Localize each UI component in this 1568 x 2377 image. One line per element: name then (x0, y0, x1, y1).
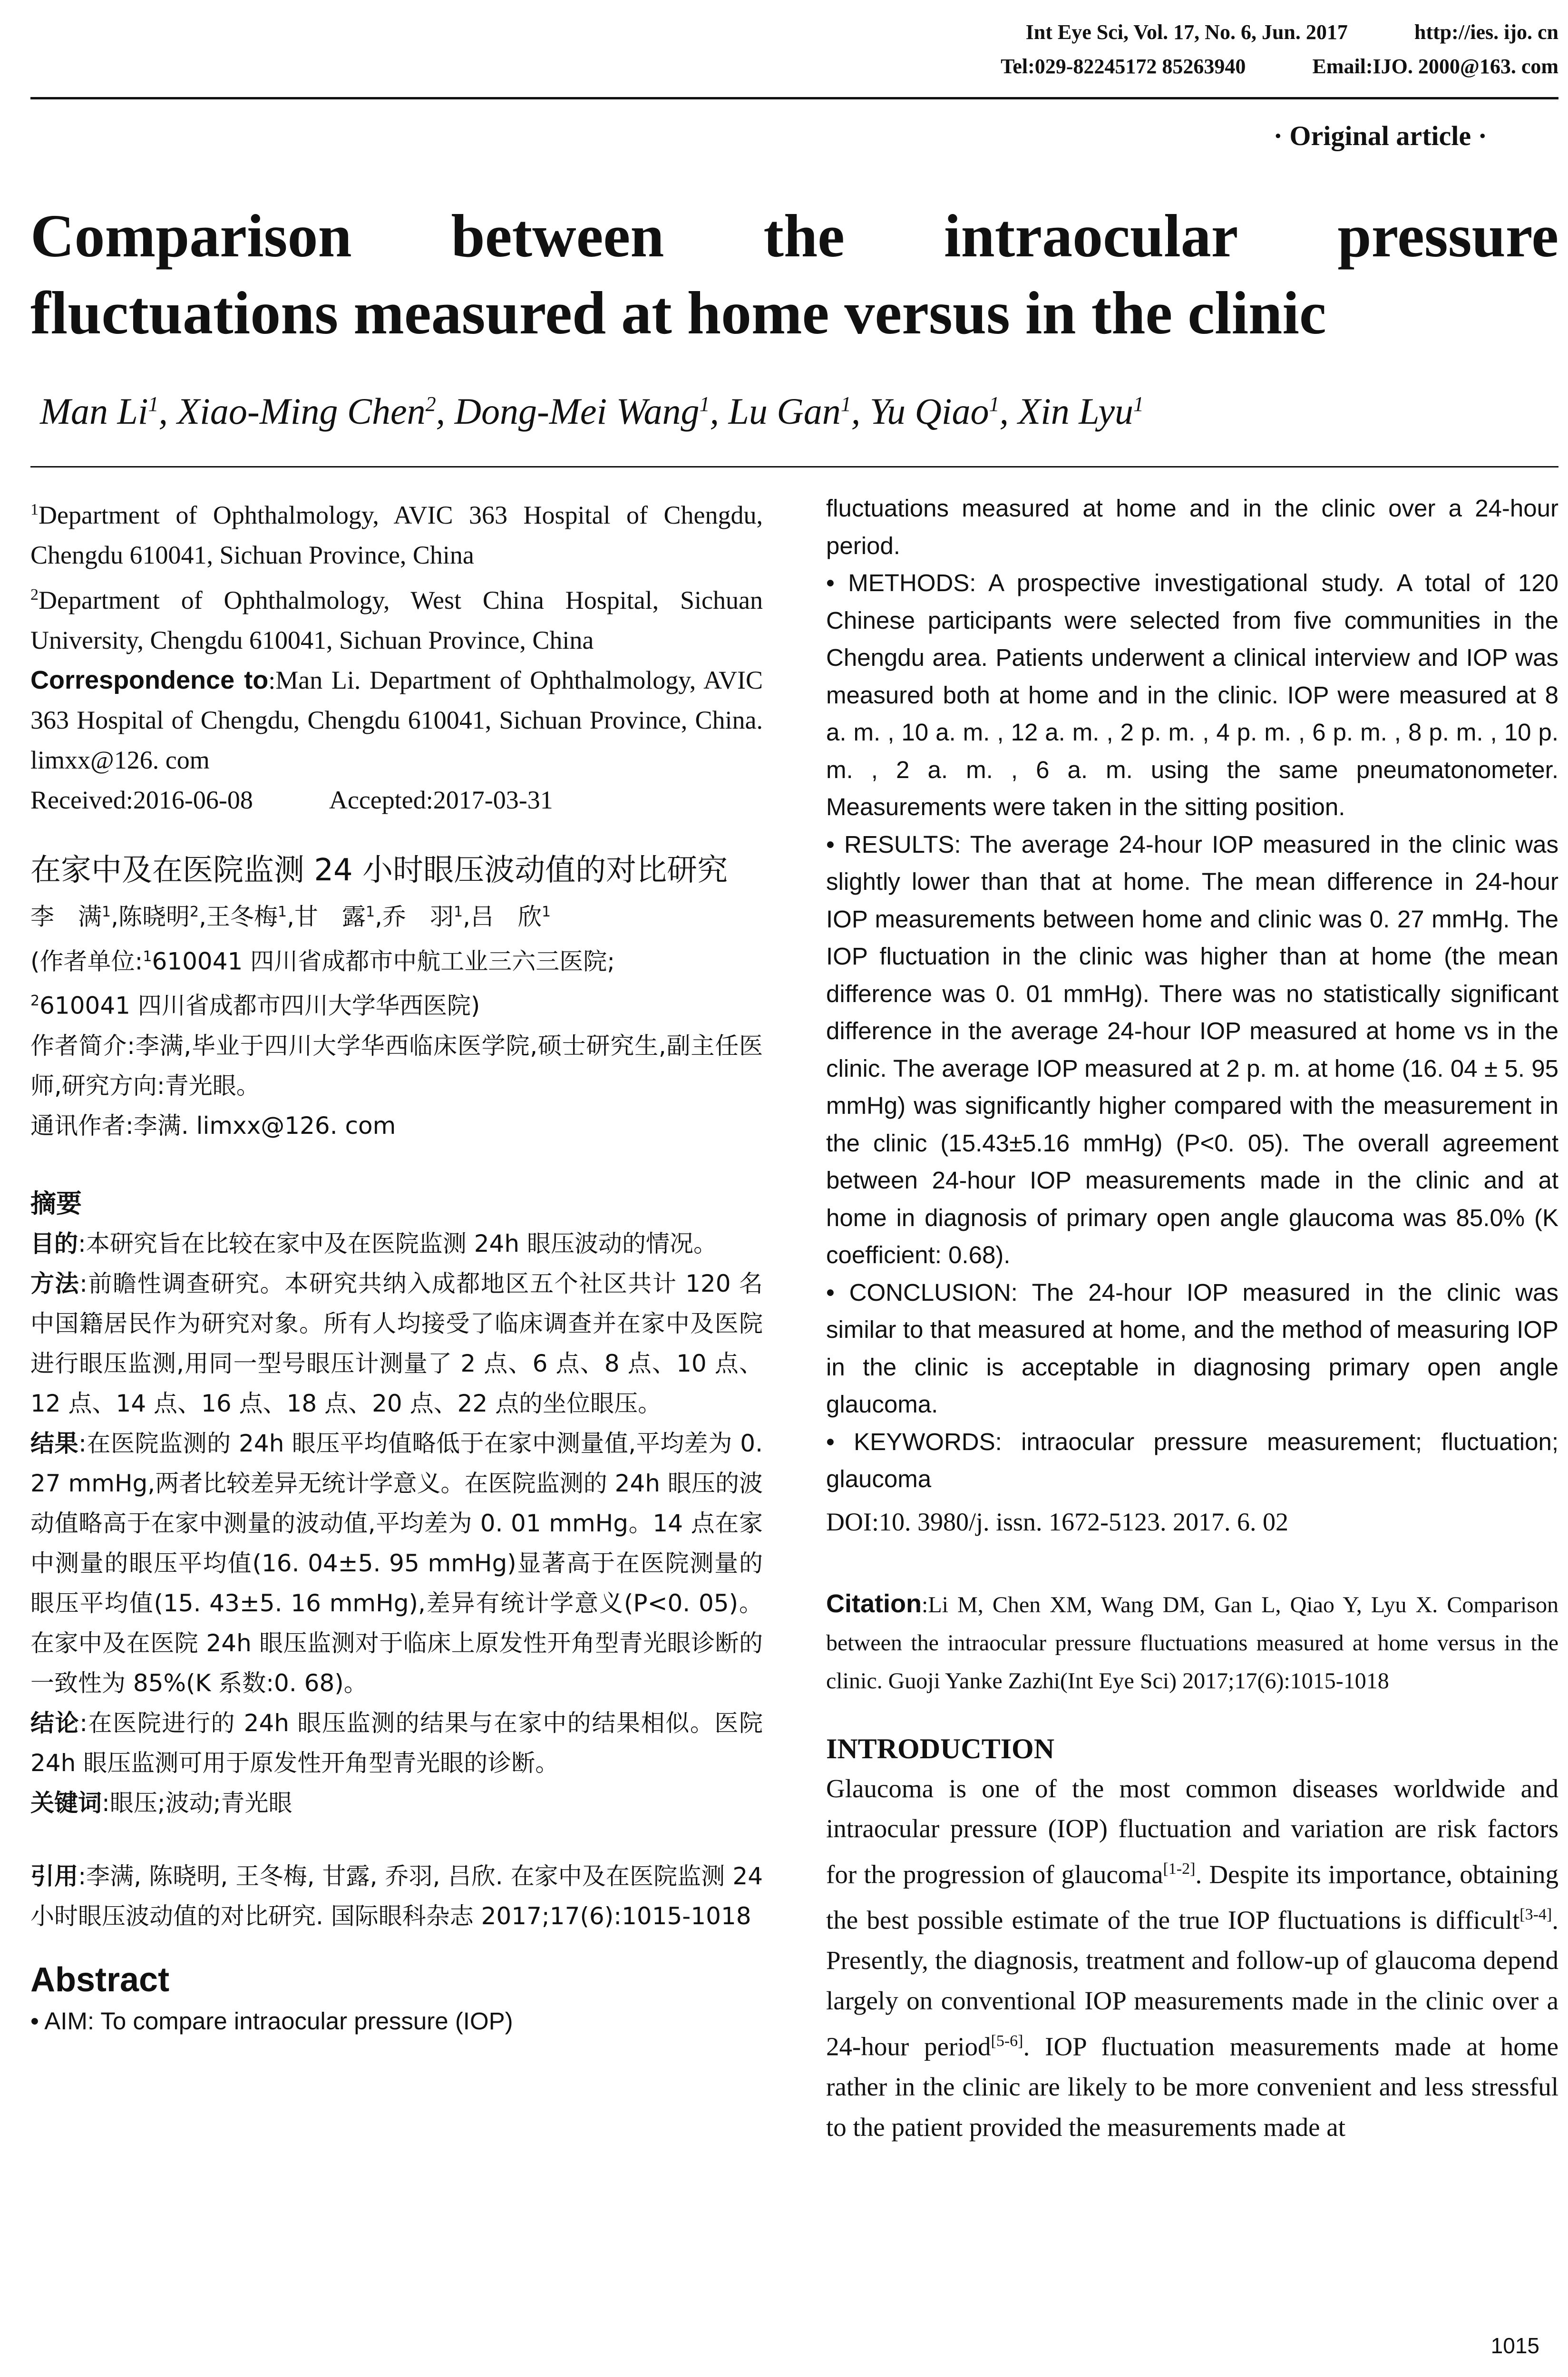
citation: Citation:Li M, Chen XM, Wang DM, Gan L, Qiao Y, Lyu X. Comparison between the intraocular pressure fluctuations measured at home versus in the clinic. Guoji Yanke Zazhi(Int Eye Sci) 2017;17(6):1015-1018 (826, 1589, 1558, 1694)
cn-author-affiliation-mark: 1 (278, 904, 287, 920)
title-word: pressure (1337, 202, 1558, 270)
cn-abstract-heading: 摘要 (30, 1188, 82, 1218)
author-list: Man Li$^1$, Xiao-Ming Chen$^2$, Dong-Mei Wang$^1$, Lu Gan$^1$, Yu Qiao$^1$, Xin Lyu$^1$ (40, 390, 1144, 432)
cn-author-list: 李 满$^1$,陈晓明$^2$,王冬梅$^1$,甘 露$^1$,乔 羽$^1$,吕 欣$^1$ (30, 903, 551, 931)
cn-title: 在家中及在医院监测 24 小时眼压波动值的对比研究 (30, 853, 728, 888)
journal-email[interactable]: Email:IJO. 2000@163. com (1312, 55, 1558, 78)
cn-author-name: 甘 露 (294, 903, 366, 931)
cn-author-affiliation-mark: 2 (190, 904, 199, 920)
title-line-2: fluctuations measured at home versus in the clinic (30, 279, 1326, 347)
article-title (30, 197, 1558, 351)
abstract-keywords: • KEYWORDS: intraocular pressure measurement; fluctuation; glaucoma (826, 1428, 1558, 1492)
abstract-results: • RESULTS: The average 24-hour IOP measured in the clinic was slightly lower than that at home. The mean difference in 24-hour IOP measurements between home and clinic was 0. 27 mmHg. The IOP fluctuation in the clinic was higher than at home (the mean difference was 0. 01 mmHg). There was no statistically significant difference in the average 24-hour IOP measured at home vs in the clinic. The average IOP measured at 2 p. m. at home (16. 04 ± 5. 95 mmHg) was significantly higher compared with the measurement in the clinic (15.43±5.16 mmHg) (P<0. 05). The overall agreement between 24-hour IOP measurements made in the clinic and at home in diagnosis of primary open angle glaucoma was 85.0% (K coefficient: 0.68). (826, 830, 1559, 1268)
cn-author-affiliation-mark: 1 (454, 904, 463, 920)
cn-keywords: 关键词:眼压;波动;青光眼 (30, 1789, 292, 1817)
dates (30, 780, 763, 820)
author-name: Man Li (40, 390, 148, 432)
abstract-conclusion: • CONCLUSION: The 24-hour IOP measured in the clinic was similar to that measured at home, and the method of measuring IOP in the clinic is acceptable in diagnosing primary open angle glaucoma. (826, 1278, 1558, 1418)
affiliation-2: $^2$Department of Ophthalmology, West China Hospital, Sichuan University, Chengdu 610041, Sichuan Province, China (30, 586, 763, 654)
abstract-aim-end: fluctuations measured at home and in the clinic over a 24-hour period. (826, 495, 1558, 559)
cn-author-name: 吕 欣 (470, 903, 542, 931)
affiliation-1: $^1$Department of Ophthalmology, AVIC 363 Hospital of Chengdu, Chengdu 610041, Sichuan Province, China (30, 501, 763, 569)
running-header (750, 15, 1558, 84)
right-column (826, 490, 1558, 2148)
author-affiliation-mark: 2 (425, 392, 436, 416)
author-affiliation-mark: 1 (840, 392, 851, 416)
correspondence: Correspondence to:Man Li. Department of Ophthalmology, AVIC 363 Hospital of Chengdu, Chengdu 610041, Sichuan Province, China. limxx@126. com (30, 666, 763, 774)
author-name: Lu Gan (728, 390, 841, 432)
introduction-text: Glaucoma is one of the most common diseases worldwide and intraocular pressure (IOP) fluctuation and variation are risk factors for the progression of glaucoma[1-2]. Despite its importance, obtaining the best possible estimate of the true IOP fluctuations is difficult[3-4]. Presently, the diagnosis, treatment and follow-up of glaucoma depend largely on conventional IOP measurements made in the clinic over a 24-hour period[5-6]. IOP fluctuation measurements made at home rather in the clinic are likely to be more convenient and less stressful to the patient provided the measurements made at (826, 1773, 1558, 2142)
abstract-aim-start: • AIM: To compare intraocular pressure (IOP) (30, 2007, 513, 2035)
abstract-heading: Abstract (30, 1960, 170, 1999)
cn-author-name: 王冬梅 (206, 903, 278, 931)
author-affiliation-mark: 1 (1133, 392, 1144, 416)
cn-correspondence: 通讯作者:李满. limxx@126. com (30, 1111, 396, 1140)
page-number: 1015 (1490, 2333, 1539, 2358)
title-line-1 (30, 197, 1558, 274)
author-divider (30, 466, 1558, 468)
journal-citation: Int Eye Sci, Vol. 17, No. 6, Jun. 2017 (1025, 20, 1348, 44)
received-date: Received:2016-06-08 (30, 786, 253, 814)
title-word: the (763, 202, 845, 270)
cn-cite: 引用:李满, 陈晓明, 王冬梅, 甘露, 乔羽, 吕欣. 在家中及在医院监测 24 小时眼压波动值的对比研究. 国际眼科杂志 2017;17(6):1015-1018 (30, 1862, 763, 1930)
cn-author-bio: 作者简介:李满,毕业于四川大学华西临床医学院,硕士研究生,副主任医师,研究方向:青光眼。 (30, 1032, 763, 1100)
author-name: Yu Qiao (869, 390, 989, 432)
header-divider (30, 97, 1558, 99)
author-affiliation-mark: 1 (148, 392, 159, 416)
cn-author-name: 陈晓明 (118, 903, 190, 931)
cn-author-affiliation-mark: 1 (542, 904, 551, 920)
introduction-heading: INTRODUCTION (826, 1733, 1055, 1764)
abstract-methods: • METHODS: A prospective investigational study. A total of 120 Chinese participants were selected from five communities in the Chengdu area. Patients underwent a clinical interview and IOP was measured both at home and in the clinic. IOP were measured at 8 a. m. , 10 a. m. , 12 a. m. , 2 p. m. , 4 p. m. , 6 p. m. , 8 p. m. , 10 p. m. , 2 a. m. , 6 a. m. using the same pneumatonometer. Measurements were taken in the sitting position. (826, 569, 1559, 820)
title-word: intraocular (944, 202, 1238, 270)
journal-tel: Tel:029-82245172 85263940 (1001, 55, 1246, 78)
cn-author-name: 乔 羽 (382, 903, 454, 931)
title-word: Comparison (30, 202, 352, 270)
author-affiliation-mark: 1 (699, 392, 710, 416)
cn-author-name: 李 满 (30, 903, 102, 931)
cn-author-affiliation-mark: 1 (102, 904, 111, 920)
title-word: between (451, 202, 664, 270)
journal-website[interactable]: http://ies. ijo. cn (1414, 20, 1558, 44)
cn-aim: 目的:本研究旨在比较在家中及在医院监测 24h 眼压波动的情况。 (30, 1229, 717, 1257)
cn-methods: 方法:前瞻性调查研究。本研究共纳入成都地区五个社区共计 120 名中国籍居民作为研究对象。所有人均接受了临床调查并在家中及医院进行眼压监测,用同一型号眼压计测量了 2 点、6 点、8 点、10 点、12 点、14 点、16 点、18 点、20 点、22 点的坐位眼压。 (30, 1269, 763, 1417)
cn-author-affiliation-mark: 1 (366, 904, 375, 920)
author-name: Xin Lyu (1018, 390, 1133, 432)
doi[interactable]: DOI:10. 3980/j. issn. 1672-5123. 2017. 6. 02 (826, 1507, 1288, 1536)
cn-affiliation: (作者单位:$^1$610041 四川省成都市中航工业三六三医院; $^2$610041 四川省成都市四川大学华西医院) (30, 947, 615, 1020)
author-name: Dong-Mei Wang (454, 390, 700, 432)
author-affiliation-mark: 1 (989, 392, 1000, 416)
accepted-date: Accepted:2017-03-31 (329, 786, 553, 814)
author-name: Xiao-Ming Chen (177, 390, 426, 432)
article-type: · Original article · (1273, 120, 1487, 151)
cn-conclusion: 结论:在医院进行的 24h 眼压监测的结果与在家中的结果相似。医院 24h 眼压监测可用于原发性开角型青光眼的诊断。 (30, 1709, 763, 1777)
left-column (30, 490, 763, 2040)
cn-results: 结果:在医院监测的 24h 眼压平均值略低于在家中测量值,平均差为 0. 27 mmHg,两者比较差异无统计学意义。在医院监测的 24h 眼压的波动值略高于在家中测量的波动值,平均差为 0. 01 mmHg。14 点在家中测量的眼压平均值(16. 04±5. 95 mmHg)显著高于在医院测量的眼压平均值(15. 43±5. 16 mmHg),差异有统计学意义(P<0. 05)。在家中及在医院 24h 眼压监测对于临床上原发性开角型青光眼诊断的一致性为 85%(K 系数:0. 68)。 (30, 1429, 763, 1697)
